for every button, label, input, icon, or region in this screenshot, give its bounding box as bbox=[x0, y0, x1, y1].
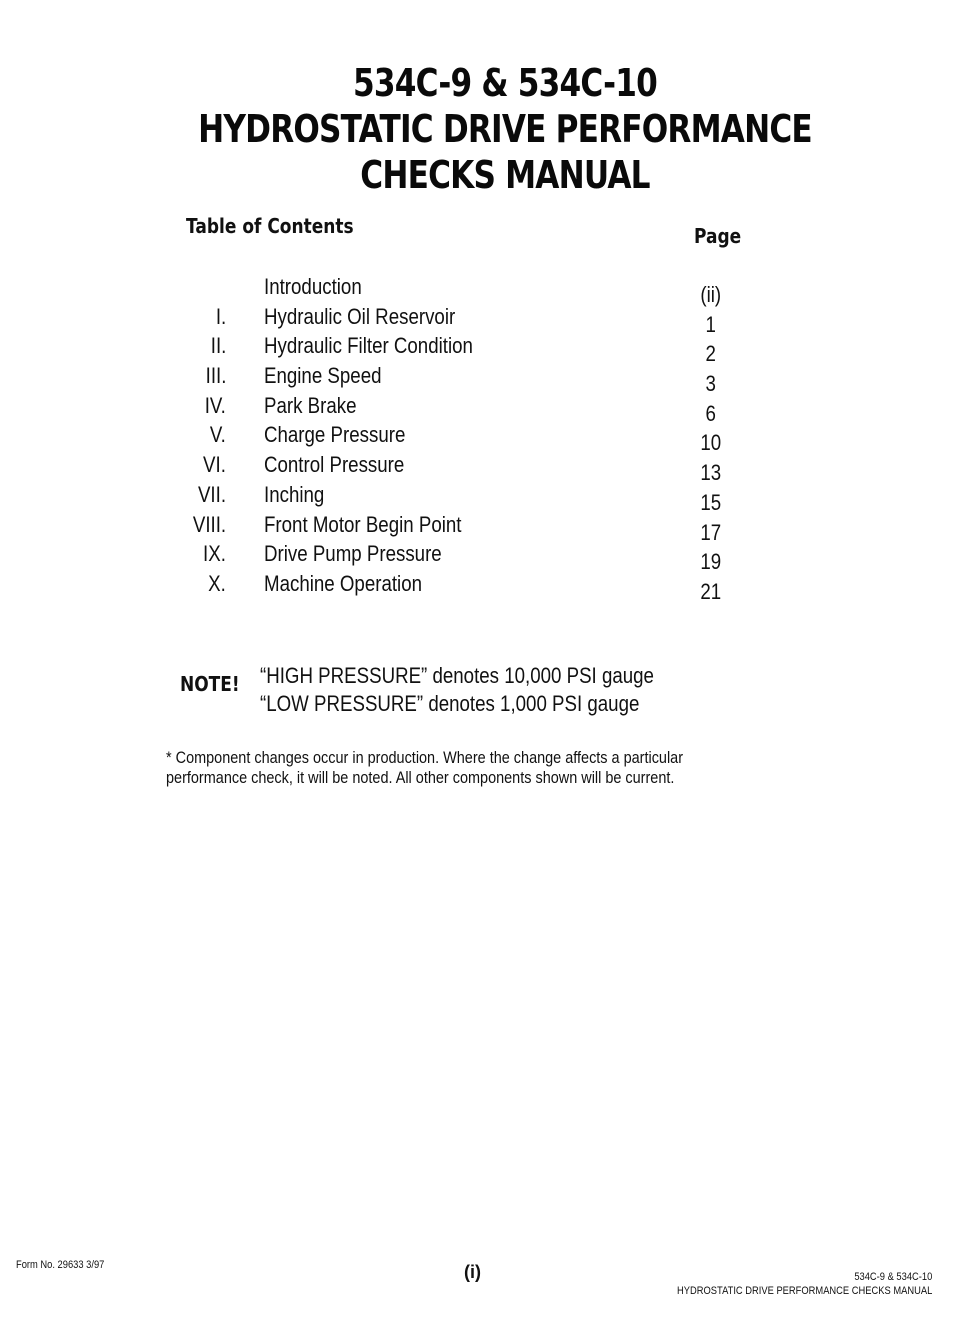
note-text bbox=[260, 662, 723, 718]
toc-page-number: 21 bbox=[700, 578, 722, 604]
toc-section-title: Hydraulic Oil Reservoir bbox=[264, 303, 456, 329]
toc-row bbox=[0, 333, 954, 367]
toc-section-number: IX. bbox=[203, 541, 226, 567]
toc-section-title: Engine Speed bbox=[264, 363, 382, 389]
toc-section-number: X. bbox=[208, 570, 226, 596]
toc-section-title: Charge Pressure bbox=[264, 422, 406, 448]
toc-section-title: Park Brake bbox=[264, 392, 357, 418]
toc-section-title: Drive Pump Pressure bbox=[264, 541, 442, 567]
footer-manual-title: HYDROSTATIC DRIVE PERFORMANCE CHECKS MANUAL bbox=[676, 1285, 932, 1297]
toc-page-number: 19 bbox=[700, 549, 722, 575]
toc-page-number: 1 bbox=[705, 311, 716, 337]
toc-row bbox=[0, 303, 954, 337]
document-title bbox=[120, 60, 890, 198]
toc-row bbox=[0, 392, 954, 426]
toc-section-number: IV. bbox=[204, 392, 226, 418]
toc-row bbox=[0, 452, 954, 486]
title-line-1: 534C-9 & 534C-10 bbox=[353, 61, 657, 105]
footnote-text: * Component changes occur in production. Where the change affects a particular performance check, it will be noted. All other components shown will be current. bbox=[166, 748, 684, 787]
note-line-low-pressure: “LOW PRESSURE” denotes 1,000 PSI gauge bbox=[260, 691, 640, 716]
toc-row bbox=[0, 511, 954, 545]
toc-section-title: Control Pressure bbox=[264, 452, 405, 478]
running-footer bbox=[632, 1270, 932, 1298]
toc-section-number: II. bbox=[210, 333, 226, 359]
toc-page-number: (ii) bbox=[700, 282, 722, 307]
toc-page-number: 13 bbox=[700, 460, 722, 486]
toc-page-number: 10 bbox=[700, 430, 722, 456]
toc-page-number: 6 bbox=[705, 400, 716, 426]
toc-section-number: VII. bbox=[197, 481, 226, 507]
toc-section-title: Hydraulic Filter Condition bbox=[264, 333, 473, 359]
form-number: Form No. 29633 3/97 bbox=[16, 1259, 105, 1271]
toc-section-title: Introduction bbox=[264, 274, 362, 299]
page-number: (i) bbox=[464, 1262, 481, 1282]
toc-row bbox=[0, 274, 954, 307]
toc-row bbox=[0, 363, 954, 397]
toc-section-title: Front Motor Begin Point bbox=[264, 511, 462, 537]
note-line-high-pressure: “HIGH PRESSURE” denotes 10,000 PSI gauge bbox=[260, 663, 654, 688]
table-of-contents bbox=[0, 274, 954, 604]
toc-section-title: Machine Operation bbox=[264, 570, 423, 596]
toc-section-number: V. bbox=[210, 422, 226, 448]
toc-section-number: III. bbox=[205, 363, 226, 389]
toc-section-title: Inching bbox=[264, 481, 325, 507]
toc-section-number: VIII. bbox=[192, 511, 226, 537]
toc-heading: Table of Contents bbox=[186, 214, 354, 238]
title-line-3: CHECKS MANUAL bbox=[360, 153, 650, 197]
toc-section-number: I. bbox=[215, 303, 226, 329]
toc-page-number: 17 bbox=[700, 519, 722, 545]
toc-page-number: 3 bbox=[705, 371, 716, 397]
toc-page-number: 15 bbox=[700, 489, 722, 515]
footnote bbox=[166, 748, 726, 788]
toc-page-number: 2 bbox=[705, 341, 716, 367]
toc-row bbox=[0, 541, 954, 575]
page-column-heading: Page bbox=[694, 224, 742, 248]
toc-row bbox=[0, 481, 954, 515]
footer-model: 534C-9 & 534C-10 bbox=[854, 1271, 932, 1283]
toc-row bbox=[0, 422, 954, 456]
toc-row bbox=[0, 570, 954, 604]
title-line-2: HYDROSTATIC DRIVE PERFORMANCE bbox=[198, 107, 812, 151]
note-label: NOTE! bbox=[180, 672, 240, 696]
toc-section-number: VI. bbox=[203, 452, 226, 478]
